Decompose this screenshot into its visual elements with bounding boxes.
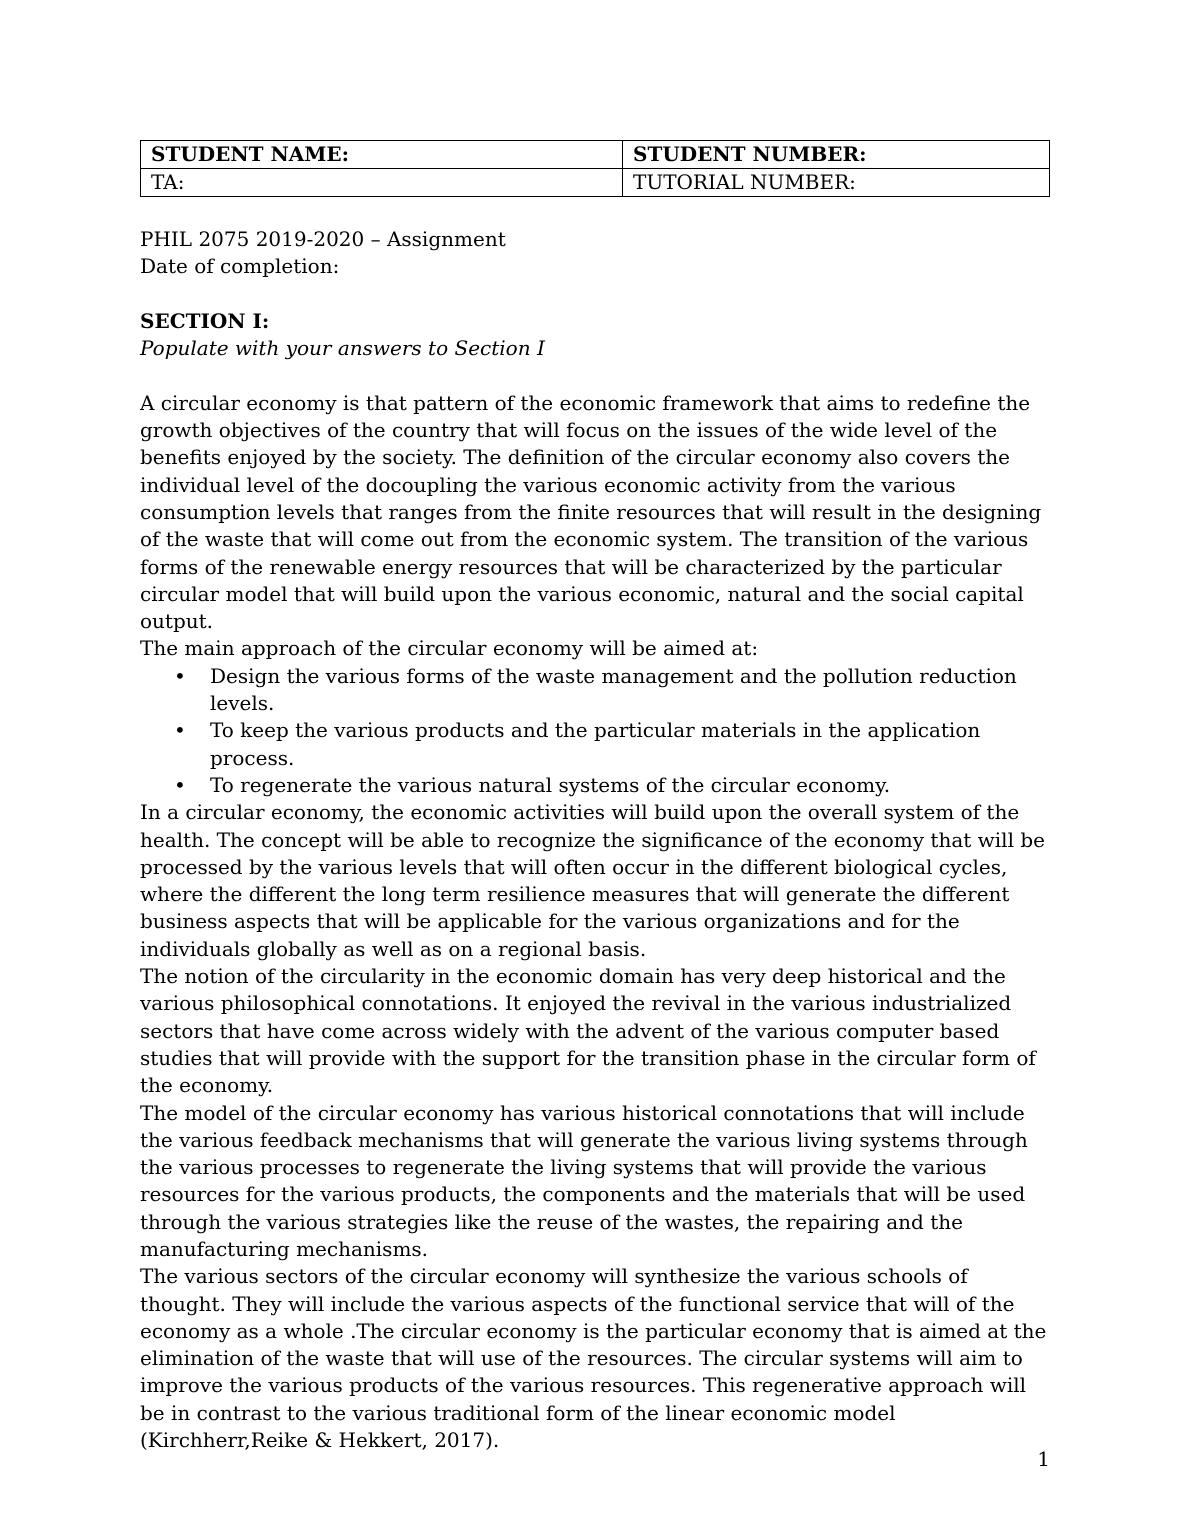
paragraph-circularity: The notion of the circularity in the economic domain has very deep historical and the various philosophical connotations. It enjoyed the revival in the various industrialized sectors that have come across widely with the advent of the various computer based studies that will provide with the support for the transition phase in the circular form of the economy.: [140, 964, 1036, 1098]
student-name-label: STUDENT NAME:: [141, 141, 623, 169]
section-instruction: Populate with your answers to Section I: [140, 336, 545, 361]
approach-list: [140, 663, 1050, 799]
course-line: PHIL 2075 2019-2020 – Assignment: [140, 227, 506, 251]
spacer: [140, 197, 1050, 226]
bullet-icon: •: [174, 718, 186, 743]
list-item: [140, 717, 1050, 772]
list-item-text: To regenerate the various natural systems of the circular economy.: [210, 772, 891, 797]
tutorial-number-label: TUTORIAL NUMBER:: [623, 169, 1050, 197]
list-item-text: To keep the various products and the particular materials in the application process.: [210, 718, 981, 770]
list-item: [140, 772, 1050, 799]
paragraph-model: The model of the circular economy has various historical connotations that will include the various feedback mechanisms that will generate the various living systems through the various processes to regenerate the living systems that will provide the various resources for the various products, the components and the materials that will be used through the various strategies like the reuse of the wastes, the repairing and the manufacturing mechanisms.: [140, 1100, 1028, 1261]
student-number-label: STUDENT NUMBER:: [623, 141, 1050, 169]
spacer: [140, 362, 1050, 389]
page-number: 1: [1037, 1447, 1050, 1471]
paragraph-approach: The main approach of the circular economy will be aimed at:: [140, 636, 759, 661]
section-heading: SECTION I:: [140, 308, 270, 333]
bullet-icon: •: [174, 772, 186, 797]
document-page: [140, 140, 1050, 1454]
date-of-completion: Date of completion:: [140, 254, 340, 279]
ta-label: TA:: [141, 169, 623, 197]
list-item-text: Design the various forms of the waste management and the pollution reduction levels.: [210, 663, 1017, 716]
paragraph-activities: In a circular economy, the economic activities will build upon the overall system of the health. The concept will be able to recognize the significance of the economy that will be processed by the various levels that will often occur in the different biological cycles, where the different the long term resilience measures that will generate the different business aspects that will be applicable for the various organizations and for the individuals globally as well as on a regional basis.: [140, 800, 1045, 961]
student-info-table: [140, 140, 1050, 197]
bullet-icon: •: [174, 663, 186, 688]
spacer: [140, 281, 1050, 308]
list-item: [140, 663, 1050, 718]
paragraph-intro: A circular economy is that pattern of the economic framework that aims to redefine the growth objectives of the country that will focus on the issues of the wide level of the benefits enjoyed by the society. The definition of the circular economy also covers the individual level of the docoupling the various economic activity from the various consumption levels that ranges from the finite resources that will result in the designing of the waste that will come out from the economic system. The transition of the various forms of the renewable energy resources that will be characterized by the particular circular model that will build upon the various economic, natural and the social capital output.: [140, 390, 1042, 634]
paragraph-sectors: The various sectors of the circular economy will synthesize the various schools of thought. They will include the various aspects of the functional service that will of the economy as a whole .The circular economy is the particular economy that is aimed at the elimination of the waste that will use of the resources. The circular systems will aim to improve the various products of the various resources. This regenerative approach will be in contrast to the various traditional form of the linear economic model (Kirchherr,Reike & Hekkert, 2017).: [140, 1264, 1047, 1453]
student-info-row-2: [141, 169, 1050, 197]
student-info-row-1: [141, 141, 1050, 169]
